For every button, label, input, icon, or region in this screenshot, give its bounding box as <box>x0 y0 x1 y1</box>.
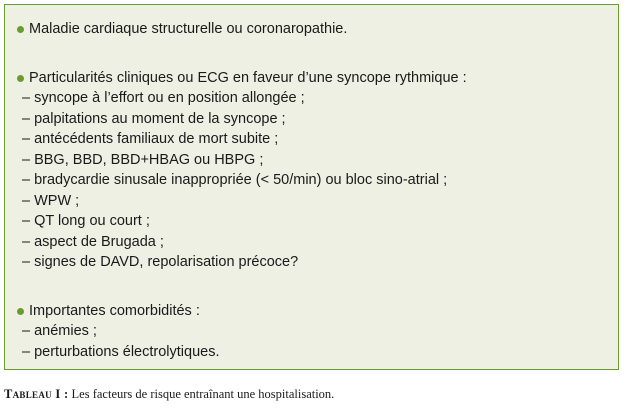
section-rhythmic-syncope <box>17 68 467 273</box>
caption-label: Tableau I : <box>4 387 69 401</box>
section-structural-disease <box>17 19 347 39</box>
list-item: – WPW ; <box>22 192 80 209</box>
section-title: Maladie cardiaque structurelle ou coronaropathie. <box>29 21 348 37</box>
section-title: Importantes comorbidités : <box>29 303 200 319</box>
risk-factors-table <box>4 4 619 370</box>
sub-list <box>17 321 219 362</box>
list-item: – bradycardie sinusale inappropriée (< 50/min) ou bloc sino-atrial ; <box>22 172 448 188</box>
list-item: – palpitations au moment de la syncope ; <box>22 110 286 127</box>
bullet-dot-icon <box>17 75 24 82</box>
list-item: – aspect de Brugada ; <box>22 233 164 250</box>
list-item: – anémies ; <box>22 323 97 339</box>
section-comorbidities <box>17 301 219 362</box>
list-item: – perturbations électrolytiques. <box>22 343 220 360</box>
list-item: – antécédents familiaux de mort subite ; <box>22 131 279 147</box>
caption-text: Les facteurs de risque entraînant une hospitalisation. <box>68 387 335 401</box>
bullet-dot-icon <box>17 26 24 33</box>
list-item: – BBG, BBD, BBD+HBAG ou HBPG ; <box>22 151 264 168</box>
table-caption <box>4 387 334 402</box>
list-item: – QT long ou court ; <box>22 213 150 229</box>
section-title: Particularités cliniques ou ECG en faveur d’une syncope rythmique : <box>29 70 467 86</box>
list-item: – signes de DAVD, repolarisation précoce? <box>22 254 299 270</box>
sub-list <box>17 88 467 273</box>
bullet-dot-icon <box>17 308 24 315</box>
list-item: – syncope à l’effort ou en position allongée ; <box>22 90 305 106</box>
